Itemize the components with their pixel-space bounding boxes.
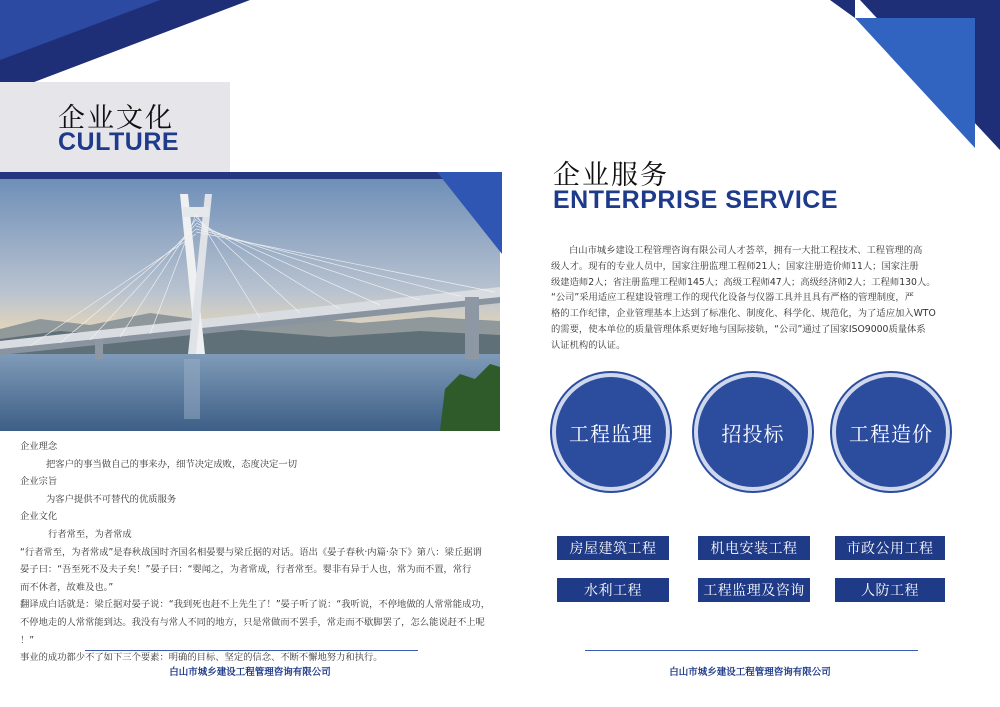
text-line: 白山市城乡建设工程管理咨询有限公司人才荟萃，拥有一大批工程技术、工程管理的高 — [569, 245, 923, 256]
text-line: 企业理念 — [20, 441, 58, 452]
service-circle-bidding: 招投标 — [694, 373, 812, 491]
service-heading-en: ENTERPRISE SERVICE — [553, 186, 839, 214]
text-line: 企业宗旨 — [20, 476, 58, 488]
text-line: 翻译成白话就是：梁丘据对晏子说：“我到死也赶不上先生了！”晏子听了说：“我听说，不停地做的人常常能成功， — [20, 599, 490, 611]
service-circle-supervision: 工程监理 — [552, 373, 670, 491]
text-line: “行者常至，为者常成”是春秋战国时齐国名相晏婴与梁丘据的对话。语出《晏子春秋·内篇·杂下》第八：梁丘据谓 — [20, 546, 482, 558]
service-tag-water: 水利工程 — [557, 578, 669, 602]
service-circle-cost: 工程造价 — [832, 373, 950, 491]
service-tag-municipal: 市政公用工程 — [835, 536, 945, 560]
culture-heading-en: CULTURE — [58, 128, 180, 156]
text-line: 为客户提供不可替代的优质服务 — [46, 493, 177, 505]
service-tag-civil-defense: 人防工程 — [835, 578, 945, 602]
text-line: 晏子曰：“吾至死不及夫子矣！”晏子曰：“婴闻之，为者常成，行者常至。婴非有异于人也，常为而不置，常行 — [20, 564, 472, 576]
text-line: 企业文化 — [20, 511, 58, 523]
corner-decoration-top-left-inner — [0, 0, 160, 60]
photo-top-band — [0, 172, 500, 179]
service-tag-consulting: 工程监理及咨询 — [698, 578, 810, 602]
text-line: 不停地走的人常常能到达。我没有与常人不同的地方，只是常做而不罢手，常走而不歇脚罢了，怎么能说赶不上呢 — [20, 616, 485, 628]
footer-company-left: 白山市城乡建设工程管理咨询有限公司 — [169, 667, 331, 678]
text-line: 事业的成功都少不了如下三个要素：明确的目标、坚定的信念、不断不懈地努力和执行。 — [20, 652, 383, 664]
bridge-photo — [0, 179, 500, 431]
text-line: 格的工作纪律，企业管理基本上达到了标准化、制度化、科学化、规范化，为了适应加入WTO — [551, 308, 936, 320]
text-line: 而不休者，故难及也。” — [20, 581, 114, 593]
corner-decoration-top-right-inner — [855, 18, 975, 148]
culture-heading-cn: 企业文化 — [58, 103, 174, 134]
service-tag-mechanical: 机电安装工程 — [698, 536, 810, 560]
corner-decoration-top-right-strip — [830, 0, 855, 18]
text-line: 的需要，使本单位的质量管理体系更好地与国际接轨，“公司”通过了国家ISO9000质量体系 — [551, 323, 926, 335]
photo-corner-decoration — [437, 172, 502, 254]
text-line: 认证机构的认证。 — [551, 339, 626, 351]
text-line: “公司”采用适应工程建设管理工作的现代化设备与仪器工具并且具有严格的管理制度，严 — [551, 292, 914, 304]
text-line: 把客户的事当做自己的事来办，细节决定成败，态度决定一切 — [46, 458, 298, 470]
text-line: 级人才。现有的专业人员中，国家注册监理工程师21人；国家注册造价师11人；国家注册 — [551, 260, 919, 272]
service-intro-text — [551, 243, 961, 354]
footer-company-right: 白山市城乡建设工程管理咨询有限公司 — [669, 667, 831, 678]
service-tag-building: 房屋建筑工程 — [557, 536, 669, 560]
culture-body-text — [20, 438, 490, 667]
service-heading-cn: 企业服务 — [553, 160, 669, 191]
footer-divider-right — [585, 650, 918, 651]
text-line: ！” — [20, 634, 35, 646]
text-line: 级建造师2人；省注册监理工程师145人；高级工程师47人；高级经济师2人；工程师130人。 — [551, 276, 936, 288]
text-line: 行者常至，为者常成 — [48, 528, 132, 540]
footer-divider-left — [85, 650, 418, 651]
